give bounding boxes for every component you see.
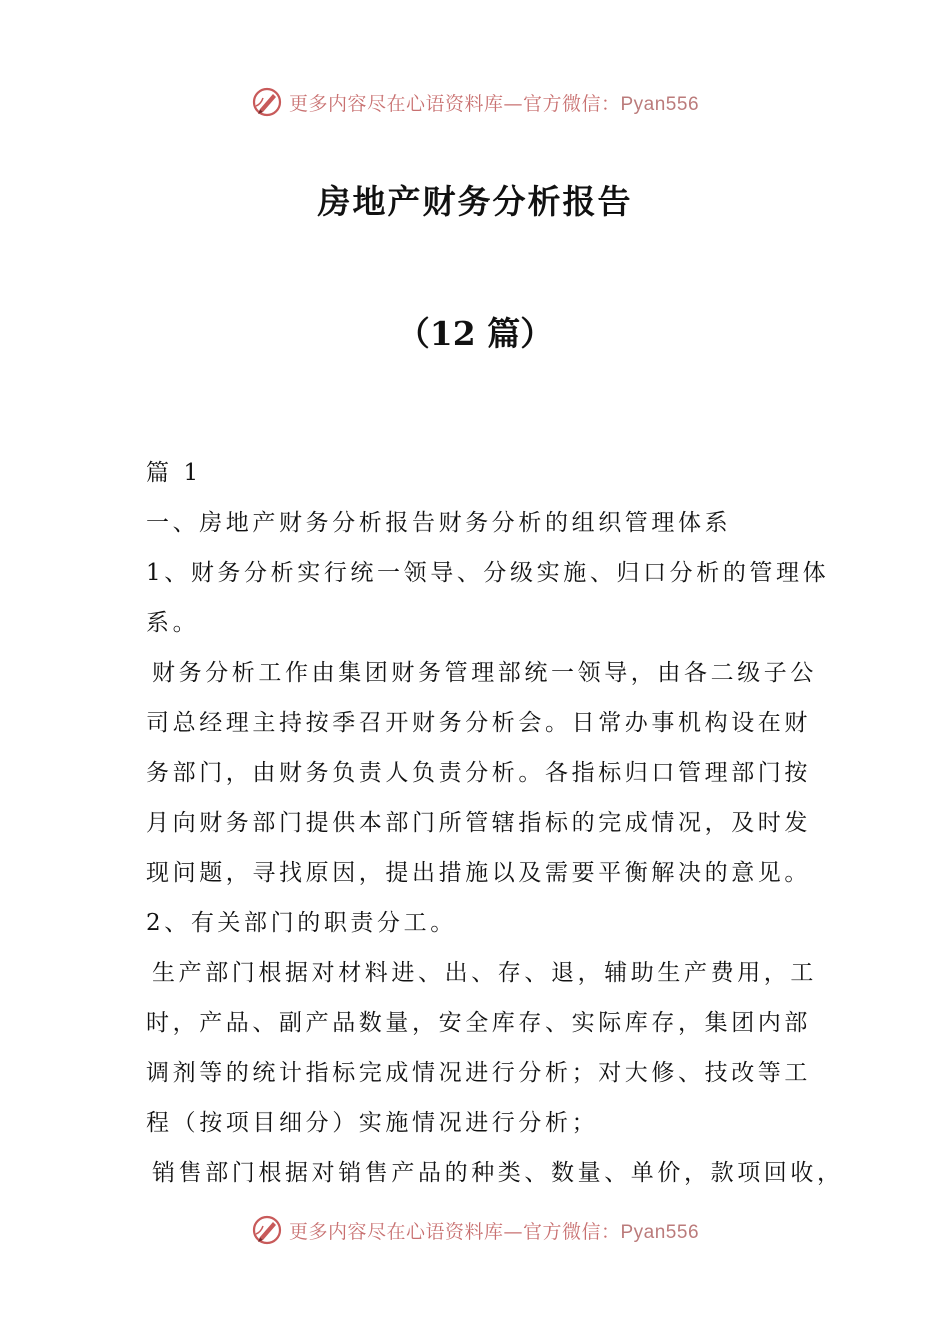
body-line: 销售部门根据对销售产品的种类、数量、单价，款项回收， [152,1160,844,1186]
header-site-text: 更多内容尽在心语资料库 [288,92,504,115]
header-wechat-label: 官方微信： [522,92,621,115]
footer-banner [0,1210,950,1250]
header-separator: — [503,92,523,115]
document-title: 房地产财务分析报告 [317,182,633,221]
document-body [146,448,844,1198]
body-line: 财务分析工作由集团财务管理部统一领导，由各二级子公 [152,660,817,686]
body-line: 程（按项目细分）实施情况进行分析； [146,1110,599,1136]
footer-site-text: 更多内容尽在心语资料库 [288,1220,504,1243]
header-banner-text [289,89,699,116]
body-line: 时，产品、副产品数量，安全库存、实际库存，集团内部 [146,1010,811,1036]
body-line: 生产部门根据对材料进、出、存、退，辅助生产费用，工 [152,960,817,986]
body-line: 司总经理主持按季召开财务分析会。日常办事机构设在财 [146,710,811,736]
body-line: 月向财务部门提供本部门所管辖指标的完成情况，及时发 [146,810,811,836]
footer-banner-text [289,1217,699,1244]
header-wechat-id: Pyan556 [620,93,700,115]
footer-wechat-id: Pyan556 [620,1221,700,1243]
body-line: 现问题，寻找原因，提出措施以及需要平衡解决的意见。 [146,860,811,886]
body-line: 务部门，由财务负责人负责分析。各指标归口管理部门按 [146,760,811,786]
body-line: 1、财务分析实行统一领导、分级实施、归口分析的管理体 [146,560,830,586]
body-line: 2、有关部门的职责分工。 [146,910,457,936]
document-subtitle: （12 篇） [396,314,554,353]
body-line: 一、房地产财务分析报告财务分析的组织管理体系 [146,510,732,536]
body-line: 系。 [146,610,200,636]
footer-separator: — [503,1220,523,1243]
pen-logo-icon [251,86,283,118]
section-heading: 篇 1 [146,460,202,486]
header-banner [0,82,950,122]
pen-logo-icon [251,1214,283,1246]
body-line: 调剂等的统计指标完成情况进行分析；对大修、技改等工 [146,1060,811,1086]
footer-wechat-label: 官方微信： [522,1220,621,1243]
